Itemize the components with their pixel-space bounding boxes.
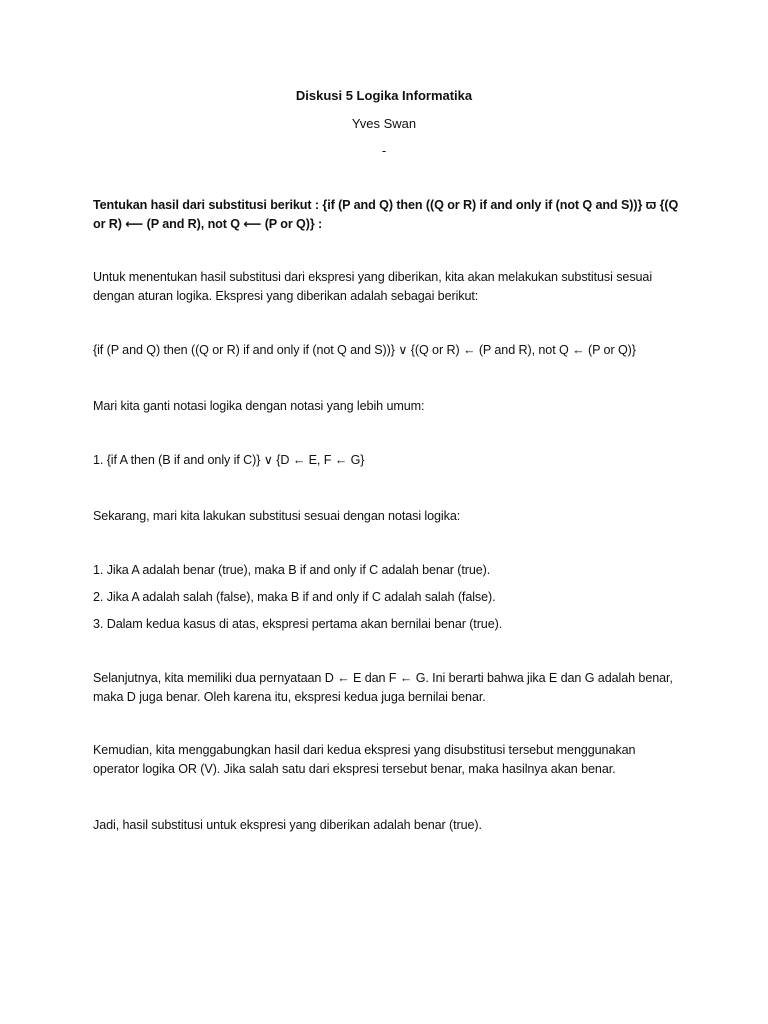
title-separator: -	[381, 143, 387, 158]
combine-paragraph: Kemudian, kita menggabungkan hasil dari kedua ekspresi yang disubstitusi tersebut menggunakan operator logika OR (V). Jika salah satu dari ekspresi tersebut benar, maka hasilnya akan benar.	[93, 743, 636, 776]
list-item: 1. Jika A adalah benar (true), maka B if and only if C adalah benar (true).	[93, 563, 491, 577]
expression-paragraph: {if (P and Q) then ((Q or R) if and only if (not Q and S))} ∨ {(Q or R) ← (P and R), not Q ← (P or Q)}	[93, 343, 636, 357]
document-author: Yves Swan	[351, 116, 417, 131]
list-item: 3. Dalam kedua kasus di atas, ekspresi pertama akan bernilai benar (true).	[93, 617, 503, 631]
intro-paragraph: Untuk menentukan hasil substitusi dari ekspresi yang diberikan, kita akan melakukan substitusi sesuai dengan aturan logika. Ekspresi yang diberikan adalah sebagai berikut:	[93, 270, 653, 303]
question-text: Tentukan hasil dari substitusi berikut : {if (P and Q) then ((Q or R) if and only if (not Q and S))} ϖ {(Q or R) ⟵ (P and R), not Q ⟵ (P or Q)} :	[93, 198, 679, 231]
list-item: 2. Jika A adalah salah (false), maka B if and only if C adalah salah (false).	[93, 590, 496, 604]
document-title: Diskusi 5 Logika Informatika	[295, 88, 473, 103]
second-expression-paragraph: Selanjutnya, kita memiliki dua pernyataan D ← E dan F ← G. Ini berarti bahwa jika E dan G adalah benar, maka D juga benar. Oleh karena itu, ekspresi kedua juga bernilai benar.	[93, 671, 673, 704]
general-notation-paragraph: 1. {if A then (B if and only if C)} ∨ {D ← E, F ← G}	[93, 453, 365, 467]
substitution-intro-paragraph: Sekarang, mari kita lakukan substitusi sesuai dengan notasi logika:	[93, 509, 461, 523]
notation-intro-paragraph: Mari kita ganti notasi logika dengan notasi yang lebih umum:	[93, 399, 425, 413]
conclusion-paragraph: Jadi, hasil substitusi untuk ekspresi yang diberikan adalah benar (true).	[93, 818, 482, 832]
